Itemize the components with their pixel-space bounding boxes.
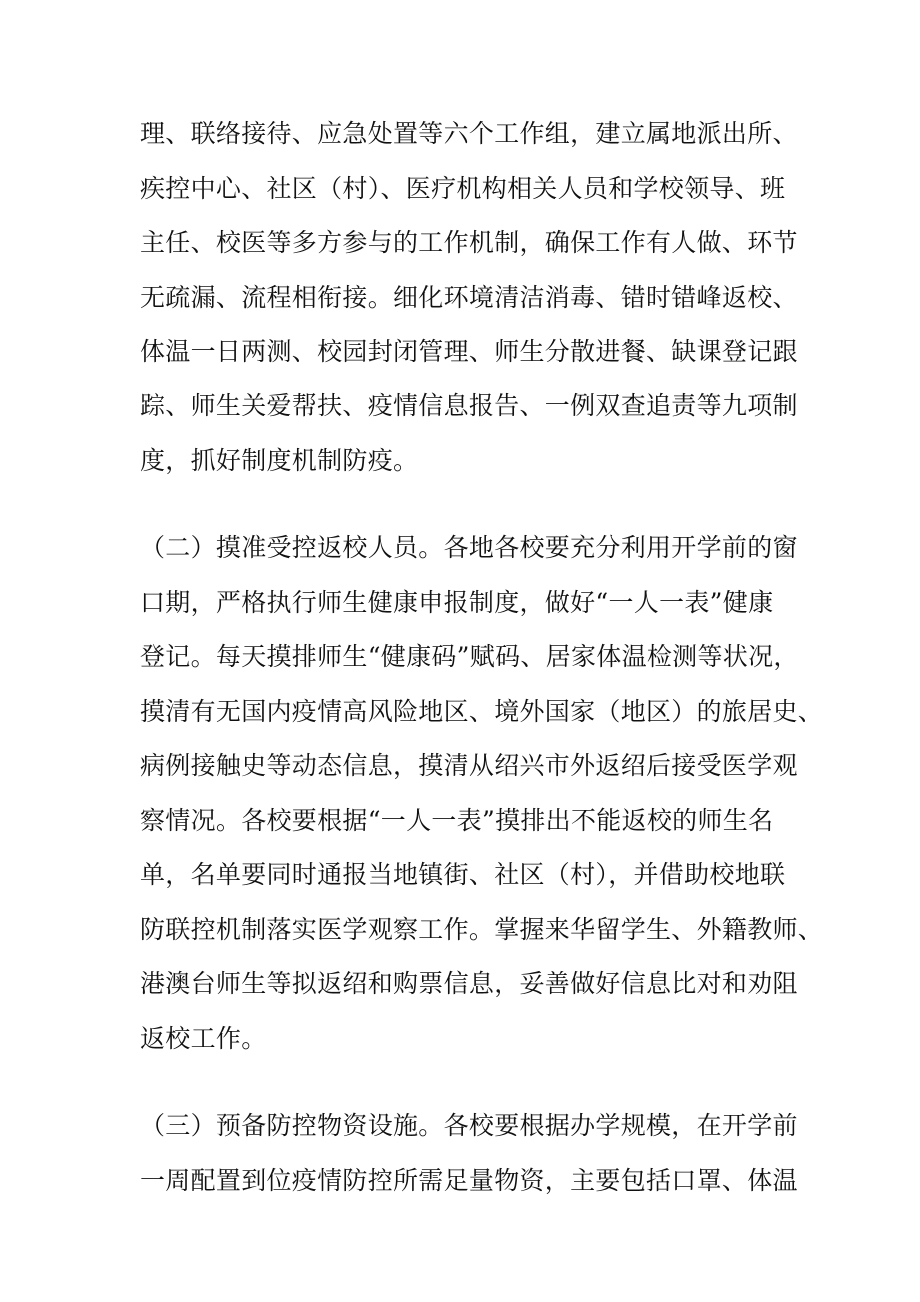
text-line: 摸清有无国内疫情高风险地区、境外国家（地区）的旅居史、 bbox=[140, 697, 824, 726]
text-line: 单，名单要同时通报当地镇街、社区（村），并借助校地联 bbox=[140, 860, 786, 889]
text-line: 返校工作。 bbox=[140, 1024, 267, 1053]
text-line: 港澳台师生等拟返绍和购票信息，妥善做好信息比对和劝阻 bbox=[140, 969, 798, 998]
text-line: 体温一日两测、校园封闭管理、师生分散进餐、缺课登记跟 bbox=[140, 337, 798, 366]
text-line: 一周配置到位疫情防控所需足量物资，主要包括口罩、体温 bbox=[140, 1166, 798, 1195]
text-line: 口期，严格执行师生健康申报制度，做好“一人一表”健康 bbox=[140, 588, 774, 617]
text-line: 无疏漏、流程相衔接。细化环境清洁消毒、错时错峰返校、 bbox=[140, 283, 798, 312]
text-line: 登记。每天摸排师生“健康码”赋码、居家体温检测等状况， bbox=[140, 642, 799, 671]
text-line: 度，抓好制度机制防疫。 bbox=[140, 446, 419, 475]
text-line: （三）预备防控物资设施。各校要根据办学规模，在开学前 bbox=[140, 1111, 798, 1140]
text-line: 防联控机制落实医学观察工作。掌握来华留学生、外籍教师、 bbox=[140, 915, 824, 944]
text-line: 疾控中心、社区（村）、医疗机构相关人员和学校领导、班 bbox=[140, 174, 786, 203]
text-line: 主任、校医等多方参与的工作机制，确保工作有人做、环节 bbox=[140, 228, 798, 257]
text-line: 病例接触史等动态信息，摸清从绍兴市外返绍后接受医学观 bbox=[140, 751, 798, 780]
text-line: 理、联络接待、应急处置等六个工作组，建立属地派出所、 bbox=[140, 119, 798, 148]
text-line: 踪、师生关爱帮扶、疫情信息报告、一例双查追责等九项制 bbox=[140, 391, 798, 420]
text-line: （二）摸准受控返校人员。各地各校要充分利用开学前的窗 bbox=[140, 533, 798, 562]
text-line: 察情况。各校要根据“一人一表”摸排出不能返校的师生名 bbox=[140, 806, 774, 835]
